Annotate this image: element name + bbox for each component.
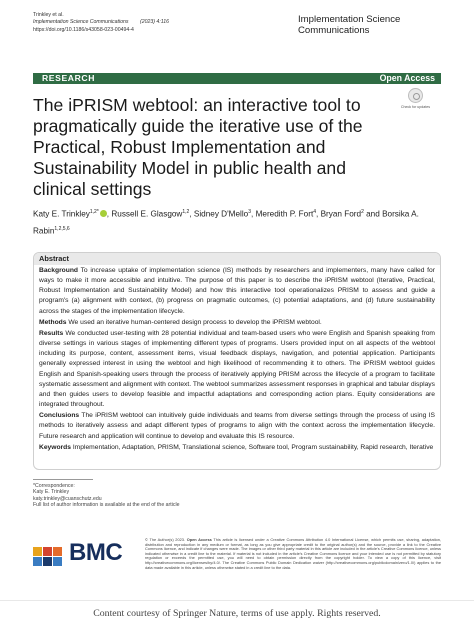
author-affiliation-sup: 2 <box>361 209 364 215</box>
header-citation <box>33 19 169 26</box>
author-name[interactable]: Meredith P. Fort <box>255 209 314 219</box>
abstract-section-text: To increase uptake of implementation science (IS) methods by researchers and implementers, many have called for ways to make it more accessible and intuitive. The purpose of this paper is to describe the iPRISM webtool (Iterative, Practical, Robust Implementation and Sustainability Model) and how this interactive tool operationalizes PRISM to assess and guide a program's (a) alignment with context, (b) progress on pragmatic outcomes, (c) potential adaptations, and (d) future sustainability across the stages of the implementation lifecycle. <box>39 267 435 315</box>
author-affiliation-sup: 3 <box>248 209 252 215</box>
check-updates-icon <box>408 88 423 103</box>
article-title: The iPRISM webtool: an interactive tool to pragmatically guide the iterative use of the Practical, Robust Implementation and Sustainability Model in public health and clinical settings <box>33 95 363 199</box>
footer-divider <box>0 600 474 601</box>
author-affiliation-sup: 1,2,5,6 <box>54 225 70 232</box>
author-name[interactable]: Sidney D'Mello <box>193 209 249 219</box>
running-header <box>33 12 169 34</box>
abstract-section-results <box>39 329 435 410</box>
author-affiliation-sup: 1,2* <box>89 209 99 215</box>
bmc-logo-square <box>43 557 52 566</box>
abstract-section-text: We used an iterative human-centered design process to develop the iPRISM webtool. <box>66 318 322 326</box>
abstract-section-label: Background <box>39 267 79 274</box>
abstract-section-label: Conclusions <box>39 412 80 420</box>
author-name[interactable]: Borsika A. Rabin <box>33 209 419 236</box>
author-name[interactable]: Bryan Ford <box>320 209 362 219</box>
correspondence-name: Katy E. Trinkley <box>33 489 70 496</box>
correspondence-label: *Correspondence: <box>33 483 75 489</box>
article-type-band <box>33 73 441 84</box>
abstract-section-text: The iPRISM webtool can intuitively guide individuals and teams from diverse settings through the process of using IS methods to iteratively assess and adapt different types of programs to align with the context across the implementation lifecycle. Future research and application will continue to develop and evaluate this IS resource. <box>39 412 435 440</box>
license-copyright: © The Author(s) 2023. <box>145 537 186 542</box>
author-separator: , <box>106 209 112 219</box>
correspondence-email[interactable]: katy.trinkley@cuanschutz.edu <box>33 495 102 502</box>
author-separator: , <box>316 209 321 219</box>
author-separator: , <box>251 209 256 219</box>
orcid-icon[interactable] <box>100 210 107 217</box>
abstract-section-background <box>39 266 435 317</box>
correspondence <box>33 479 233 509</box>
journal-name: Implementation Science Communications <box>298 14 401 37</box>
license-text <box>145 538 441 570</box>
license-oa-label: Open Access <box>186 537 212 542</box>
check-for-updates-badge[interactable] <box>400 88 431 118</box>
abstract-section-text: Implementation, Adaptation, PRISM, Translational science, Software tool, Program sustainability, Rapid research, Iterative <box>70 443 434 451</box>
author-info-note: Full list of author information is available at the end of the article <box>33 502 180 509</box>
open-access-label: Open Access <box>379 73 435 83</box>
header-journal: Implementation Science Communications <box>33 19 129 26</box>
abstract-section-conclusions <box>39 411 435 441</box>
license-body: This article is licensed under a Creative Commons Attribution 4.0 International License, which permits use, sharing, adaptation, distribution and reproduction in any medium or format, as long as you give appropriate credit to the original author(s) and the source, provide a link to the Creative Commons licence, and indicate if changes were made. The images or other third party material in this article are included in the article's Creative Commons licence, unless indicated otherwise in a credit line to the material. If material is not included in the article's Creative Commons licence and your intended use is not permitted by statutory regulation or exceeds the permitted use, you will need to obtain permission directly from the copyright holder. To view a copy of this licence, visit http://creativecommons.org/licenses/by/4.0/. The Creative Commons Public Domain Dedication waiver (http://creativecommons.org/publicdomain/zero/1.0/) applies to the data made available in this article, unless otherwise stated in a credit line to the data. <box>145 537 442 570</box>
author-affiliation-sup: 4 <box>313 209 316 215</box>
bmc-logo-text: BMC <box>69 539 123 566</box>
author-separator: , <box>189 209 194 219</box>
abstract-section-label: Keywords <box>39 443 71 451</box>
abstract-body <box>39 266 435 454</box>
abstract-heading: Abstract <box>34 253 440 265</box>
author-name[interactable]: Russell E. Glasgow <box>111 209 183 219</box>
abstract-section-methods <box>39 318 435 328</box>
abstract-section-label: Results <box>39 329 64 337</box>
check-updates-text: Check for updates <box>400 105 431 109</box>
bmc-logo-square <box>53 547 62 556</box>
bmc-logo-square <box>33 557 42 566</box>
header-volume: (2023) 4:116 <box>139 19 170 26</box>
header-authors: Trinkley et al. <box>33 12 64 18</box>
author-name[interactable]: Katy E. Trinkley <box>33 209 90 219</box>
footer-credit: Content courtesy of Springer Nature, terms of use apply. Rights reserved. <box>93 608 381 619</box>
article-type-label: RESEARCH <box>42 73 96 83</box>
abstract-section-label: Methods <box>39 318 67 326</box>
abstract-section-text: We conducted user-testing with 28 potential individual and team-based users who were English and Spanish speaking from diverse settings in various stages of implementing different types of programs. Users provided input on all aspects of the webtool including its purpose, content, assessment items, visual feedback displays, navigation, and potential application. Participants generally expressed interest in using the webtool and high likelihood of recommending it to others. The iPRISM webtool guides English and Spanish-speaking users through the process of iteratively applying PRISM across the lifecycle of a program to facilitate systematic assessment and alignment with context. The webtool summarizes assessment responses in graphical and tabular displays and then guides users to develop feasible and impactful adaptations and corresponding action plans. Equity considerations are integrated throughout. <box>39 329 435 409</box>
author-affiliation-sup: 1,2 <box>182 209 190 215</box>
bmc-logo-square <box>43 547 52 556</box>
bmc-logo <box>33 539 133 567</box>
abstract-section-keywords <box>39 443 435 453</box>
abstract-box <box>33 252 441 470</box>
header-doi[interactable]: https://doi.org/10.1186/s43058-023-00494-4 <box>33 26 134 33</box>
footnote-rule <box>33 479 93 480</box>
author-separator: and <box>363 209 383 219</box>
bmc-logo-square <box>33 547 42 556</box>
author-list <box>33 205 438 238</box>
bmc-logo-square <box>53 557 62 566</box>
